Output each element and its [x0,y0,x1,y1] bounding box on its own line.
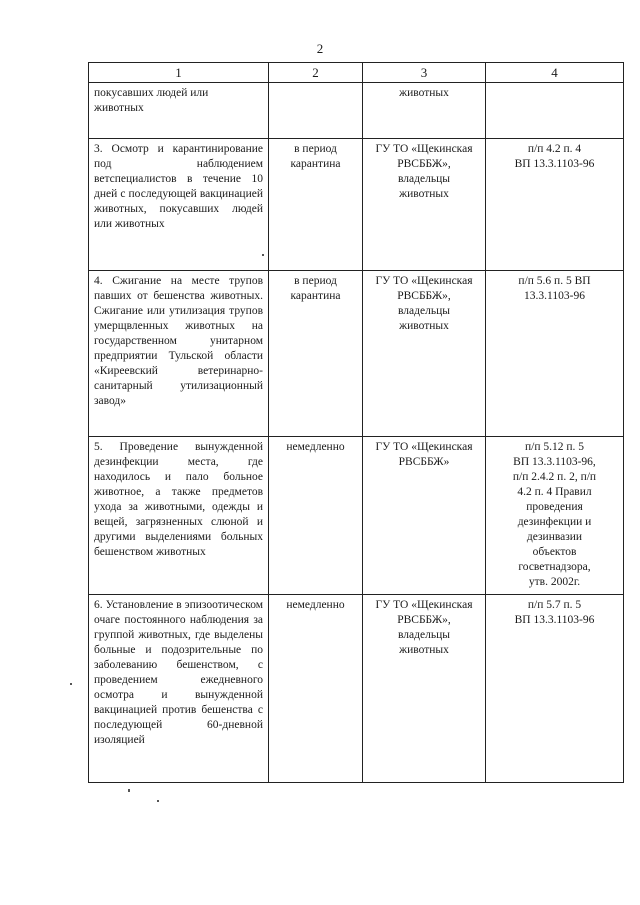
responsible-cell: ГУ ТО «Щекинская РВСББЖ» [363,437,486,595]
table-row [89,595,624,783]
table-row [89,83,624,139]
scan-speck [157,800,159,802]
measure-cell: 5. Проведение вынужденной дезинфекции места, где находилось и пало больное животное, а также предметов ухода за животными, одежды и вещей, загрязненных слюной и другими выделениями больных бешенством животных [89,437,269,595]
column-header-2: 2 [269,63,363,83]
reference-cell: п/п 4.2 п. 4 ВП 13.3.1103-96 [486,139,624,271]
column-header-4: 4 [486,63,624,83]
table-row [89,437,624,595]
scan-speck [262,254,264,256]
measure-cell: 4. Сжигание на месте трупов павших от бешенства животных. Сжигание или утилизация трупов умерщвленных животных на государственном унитарном предприятии Тульской области «Киреевский ветеринарно-санитарный утилизационный завод» [89,271,269,437]
column-header-1: 1 [89,63,269,83]
responsible-cell: ГУ ТО «Щекинская РВСББЖ», владельцы животных [363,595,486,783]
measure-cell: 6. Установление в эпизоотическом очаге постоянного наблюдения за группой животных, где выделены больные и подозрительные по заболеванию бешенством, с проведением ежедневного осмотра и вынужденной вакцинацией против бешенства с последующей 60-дневной изоляцией [89,595,269,783]
table-row [89,271,624,437]
measures-table [88,62,624,783]
measure-cell: покусавших людей или животных [89,83,269,139]
responsible-cell: ГУ ТО «Щекинская РВСББЖ», владельцы животных [363,271,486,437]
table-header-row [89,63,624,83]
period-cell: в период карантина [269,271,363,437]
table-row [89,139,624,271]
period-cell: в период карантина [269,139,363,271]
period-cell: немедленно [269,437,363,595]
reference-cell: п/п 5.12 п. 5 ВП 13.3.1103-96, п/п 2.4.2 п. 2, п/п 4.2 п. 4 Правил проведения дезинфекции и дезинвазии объектов госветнадзора, утв. 2002г. [486,437,624,595]
period-cell: немедленно [269,595,363,783]
reference-cell [486,83,624,139]
reference-cell: п/п 5.6 п. 5 ВП 13.3.1103-96 [486,271,624,437]
column-header-3: 3 [363,63,486,83]
responsible-cell: ГУ ТО «Щекинская РВСББЖ», владельцы животных [363,139,486,271]
scan-speck [70,683,72,685]
reference-cell: п/п 5.7 п. 5 ВП 13.3.1103-96 [486,595,624,783]
measure-cell: 3. Осмотр и карантинирование под наблюдением ветспециалистов в течение 10 дней с последующей вакцинацией животных, покусавших людей или животных [89,139,269,271]
responsible-cell: животных [363,83,486,139]
period-cell [269,83,363,139]
scan-speck [128,789,130,792]
page-number: 2 [316,41,324,56]
